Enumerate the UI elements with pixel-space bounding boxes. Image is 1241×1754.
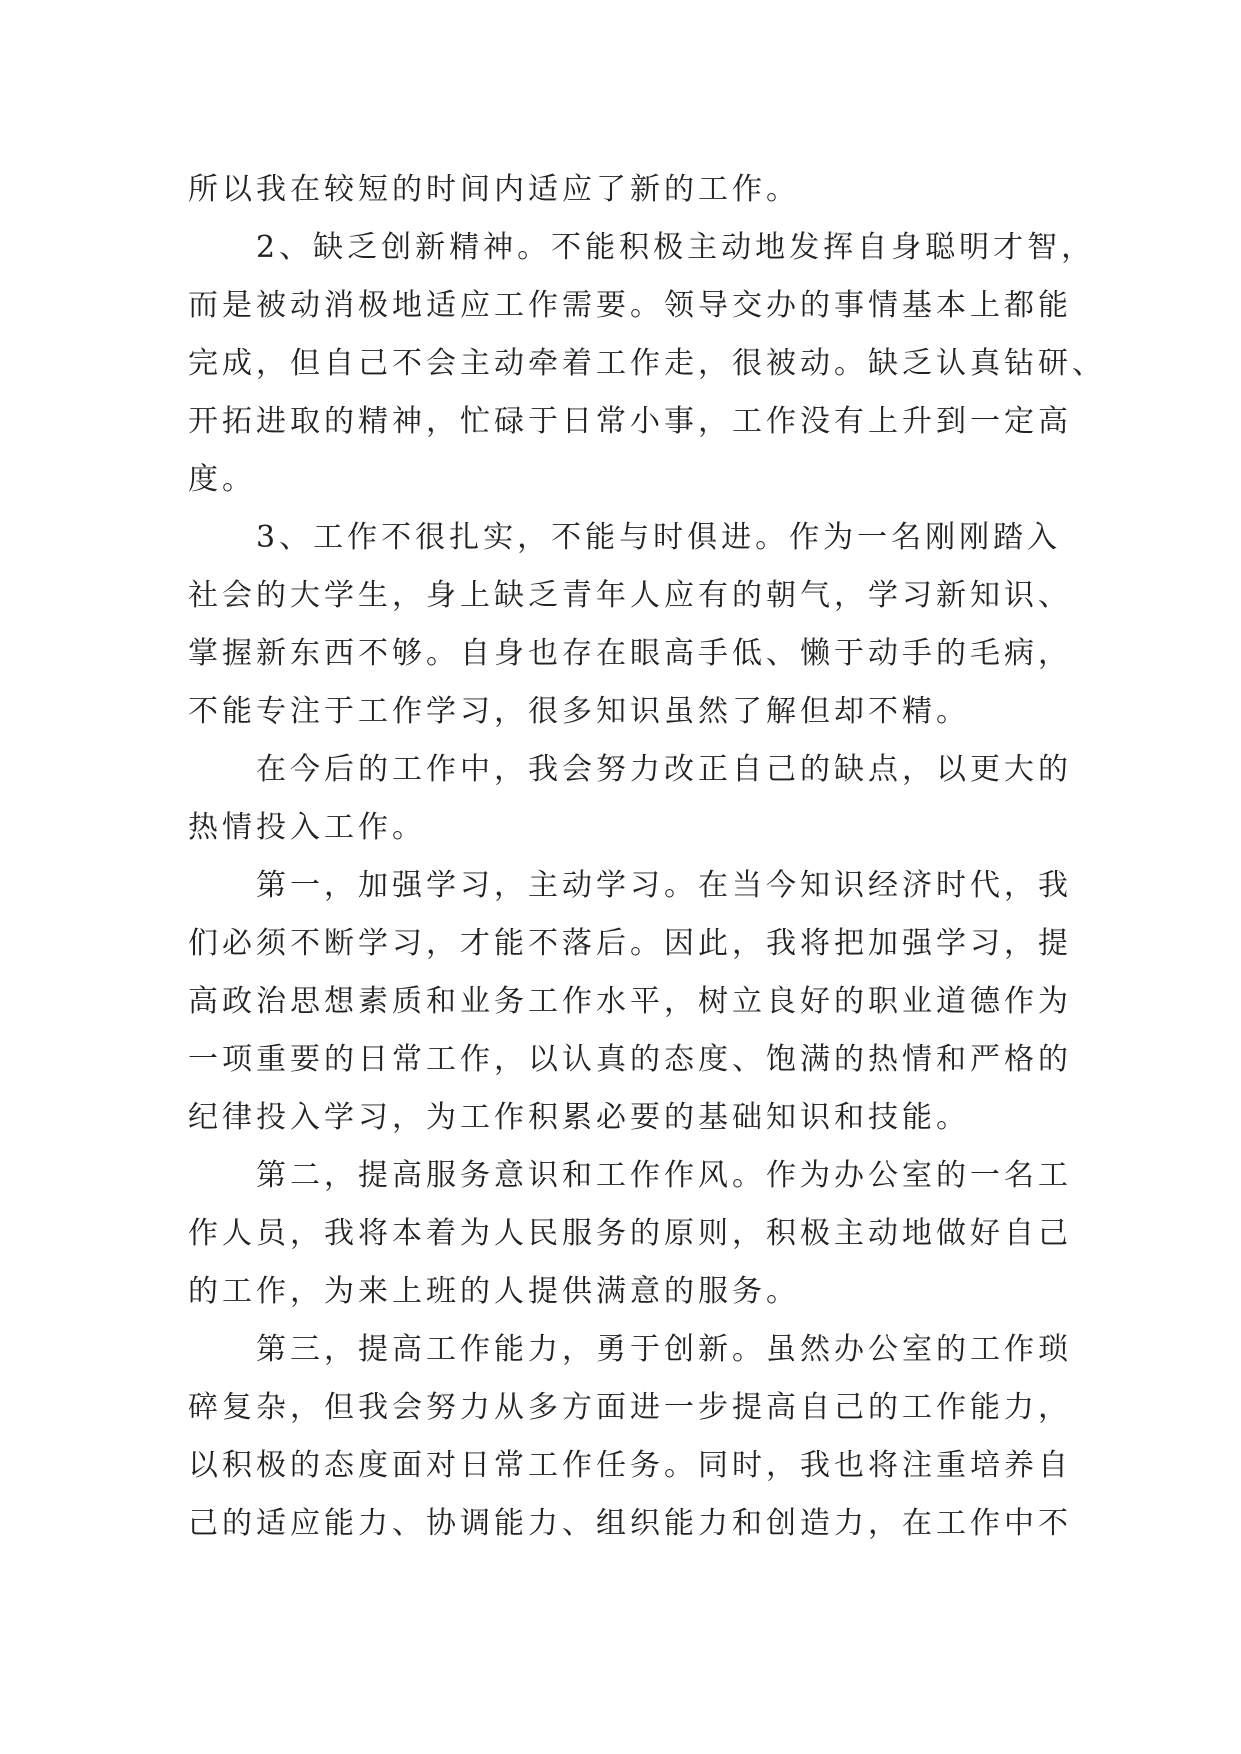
- text-line: 度。: [188, 462, 256, 497]
- paragraph: [188, 741, 1088, 857]
- text-line: 第一，加强学习，主动学习。在当今知识经济时代，我: [256, 868, 1072, 903]
- text-line: 以积极的态度面对日常工作任务。同时，我也将注重培养自: [188, 1448, 1072, 1483]
- text-line: 第三，提高工作能力，勇于创新。虽然办公室的工作琐: [256, 1332, 1072, 1367]
- text-line: 己的适应能力、协调能力、组织能力和创造力，在工作中不: [188, 1506, 1072, 1541]
- text-line: 第二，提高服务意识和工作作风。作为办公室的一名工: [256, 1158, 1072, 1193]
- text-line: 不能专注于工作学习，很多知识虽然了解但却不精。: [188, 694, 970, 729]
- text-line: 所以我在较短的时间内适应了新的工作。: [188, 172, 800, 207]
- paragraph: [188, 219, 1106, 509]
- text-line: 完成，但自己不会主动牵着工作走，很被动。缺乏认真钻研、: [188, 346, 1106, 381]
- text-line: 的工作，为来上班的人提供满意的服务。: [188, 1274, 800, 1309]
- paragraph: [188, 1147, 1088, 1321]
- paragraph: [188, 161, 1088, 219]
- paragraph: [188, 1321, 1088, 1553]
- text-line: 热情投入工作。: [188, 810, 426, 845]
- text-line: 2、缺乏创新精神。不能积极主动地发挥自身聪明才智，: [256, 230, 1096, 265]
- document-page: [188, 161, 1106, 1553]
- text-line: 3、工作不很扎实，不能与时俱进。作为一名刚刚踏入: [256, 520, 1062, 555]
- text-line: 而是被动消极地适应工作需要。领导交办的事情基本上都能: [188, 288, 1072, 323]
- text-line: 纪律投入学习，为工作积累必要的基础知识和技能。: [188, 1100, 970, 1135]
- text-line: 在今后的工作中，我会努力改正自己的缺点，以更大的: [256, 752, 1072, 787]
- text-line: 开拓进取的精神，忙碌于日常小事，工作没有上升到一定高: [188, 404, 1072, 439]
- paragraph: [188, 857, 1088, 1147]
- paragraph: [188, 509, 1088, 741]
- text-line: 作人员，我将本着为人民服务的原则，积极主动地做好自己: [188, 1216, 1072, 1251]
- text-line: 高政治思想素质和业务工作水平，树立良好的职业道德作为: [188, 984, 1072, 1019]
- text-line: 一项重要的日常工作，以认真的态度、饱满的热情和严格的: [188, 1042, 1072, 1077]
- text-line: 掌握新东西不够。自身也存在眼高手低、懒于动手的毛病，: [188, 636, 1072, 671]
- text-line: 碎复杂，但我会努力从多方面进一步提高自己的工作能力，: [188, 1390, 1072, 1425]
- text-line: 社会的大学生，身上缺乏青年人应有的朝气，学习新知识、: [188, 578, 1072, 613]
- text-line: 们必须不断学习，才能不落后。因此，我将把加强学习，提: [188, 926, 1072, 961]
